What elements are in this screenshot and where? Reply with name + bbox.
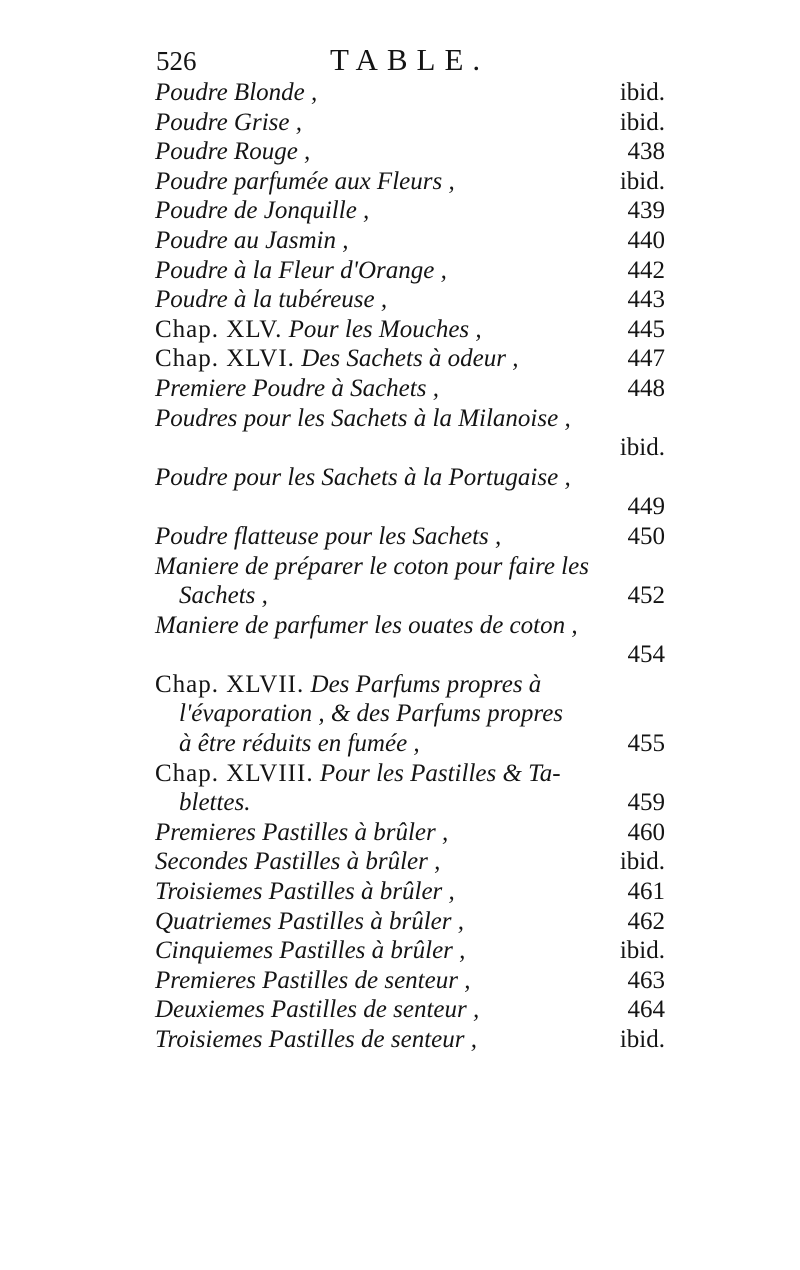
entry-title	[155, 670, 665, 759]
entry-page-number: 455	[627, 730, 665, 758]
entry-title	[155, 877, 665, 907]
entry-line	[155, 522, 665, 552]
toc-entry	[155, 611, 665, 670]
entry-line-text: Troisiemes Pastilles de senteur ,	[155, 1026, 477, 1053]
toc-entry	[155, 226, 665, 256]
entry-page-number: 445	[627, 315, 665, 343]
entry-line	[155, 256, 665, 286]
toc-entry	[155, 404, 665, 463]
entry-line	[155, 640, 665, 670]
entry-page-number: ibid.	[619, 79, 665, 106]
entry-line	[155, 78, 665, 108]
toc-entry	[155, 847, 665, 877]
entry-page-number: 443	[627, 286, 665, 314]
toc-entry	[155, 818, 665, 848]
entry-line	[155, 966, 665, 996]
toc-entry	[155, 315, 665, 345]
entry-line	[155, 759, 665, 789]
entry-page-number: ibid.	[619, 108, 665, 136]
entry-page-number: 439	[627, 197, 665, 225]
entry-line-text: Maniere de préparer le coton pour faire les	[155, 552, 589, 580]
entry-line	[155, 788, 665, 818]
entry-line	[155, 137, 665, 167]
entry-page-number: 449	[627, 493, 665, 521]
entry-page-number: ibid.	[619, 1026, 665, 1053]
entry-title	[155, 344, 665, 374]
entry-title	[155, 374, 665, 404]
entry-line-text: l'évaporation , & des Parfums propres	[179, 700, 564, 728]
toc-entry	[155, 463, 665, 522]
entry-line-text	[179, 641, 185, 668]
toc-entry	[155, 877, 665, 907]
entry-line	[155, 729, 665, 759]
toc-entry	[155, 137, 665, 167]
entry-line-text: Secondes Pastilles à brûler ,	[155, 848, 441, 876]
entry-line-text: Cinquiemes Pastilles à brûler ,	[155, 937, 466, 965]
entry-page-number: 442	[627, 256, 665, 284]
toc-entry	[155, 522, 665, 552]
toc-entry	[155, 907, 665, 937]
entry-title	[155, 847, 665, 877]
entry-title	[155, 552, 665, 611]
entry-title	[155, 611, 665, 670]
entry-line-text	[179, 493, 185, 520]
entry-line-text: Pour les Mouches ,	[288, 315, 482, 343]
entry-line	[155, 433, 665, 463]
entry-title	[155, 226, 665, 256]
entry-line	[155, 670, 665, 700]
entry-line-text: Poudre à la tubéreuse ,	[155, 286, 388, 314]
entry-page-number: ibid.	[619, 434, 665, 462]
entry-line	[155, 167, 665, 197]
entry-page-number: 459	[627, 789, 665, 817]
entry-line-text: Poudre flatteuse pour les Sachets ,	[155, 522, 502, 550]
entry-page-number: 450	[627, 522, 665, 550]
entry-line	[155, 1025, 665, 1055]
toc-entry	[155, 285, 665, 315]
entry-page-number: 463	[627, 966, 665, 994]
entry-page-number: 438	[627, 138, 665, 166]
entry-title	[155, 818, 665, 848]
entry-line	[155, 907, 665, 937]
entry-line	[155, 936, 665, 966]
entry-title	[155, 315, 665, 345]
chapter-label: Chap. XLVII.	[155, 670, 305, 698]
entry-line-text: Poudre à la Fleur d'Orange ,	[155, 256, 447, 284]
entry-line	[155, 374, 665, 404]
toc-entry	[155, 108, 665, 138]
running-title: TABLE.	[330, 42, 490, 77]
toc-entry	[155, 1025, 665, 1055]
entry-page-number: ibid.	[619, 848, 665, 876]
toc-entry	[155, 552, 665, 611]
entry-line	[155, 581, 665, 611]
entry-line	[155, 877, 665, 907]
entry-title	[155, 108, 665, 138]
entry-line	[155, 226, 665, 256]
toc-entry	[155, 670, 665, 759]
entry-line-text: Des Parfums propres à	[310, 670, 542, 698]
entry-line-text: Poudre Rouge ,	[155, 138, 311, 166]
toc-entry	[155, 78, 665, 108]
entry-line	[155, 818, 665, 848]
entry-line-text: Des Sachets à odeur ,	[301, 345, 519, 373]
entry-page-number: 454	[627, 641, 665, 669]
entry-line	[155, 344, 665, 374]
entry-title	[155, 995, 665, 1025]
toc-entry	[155, 995, 665, 1025]
entry-title	[155, 137, 665, 167]
entry-line-text: Troisiemes Pastilles à brûler ,	[155, 878, 455, 906]
entry-line-text: Quatriemes Pastilles à brûler ,	[155, 907, 465, 935]
entry-line	[155, 463, 665, 493]
entry-line-text: Poudre Grise ,	[155, 108, 302, 136]
entry-line-text: Poudre au Jasmin ,	[155, 226, 349, 254]
entry-title	[155, 907, 665, 937]
entry-page-number: ibid.	[619, 167, 665, 195]
entry-page-number: 460	[627, 818, 665, 846]
entry-page-number: 462	[627, 907, 665, 935]
entry-line	[155, 699, 665, 729]
entry-line-text: Premieres Pastilles de senteur ,	[155, 966, 471, 994]
entry-title	[155, 167, 665, 197]
chapter-label: Chap. XLV.	[155, 315, 283, 343]
entry-page-number: 464	[627, 996, 665, 1024]
entry-page-number: 447	[627, 345, 665, 373]
entry-line-text: Sachets ,	[179, 582, 268, 610]
entry-line-text: Premieres Pastilles à brûler ,	[155, 818, 449, 846]
entry-line	[155, 315, 665, 345]
entry-title	[155, 196, 665, 226]
entry-line-text	[179, 434, 185, 461]
entry-title	[155, 463, 665, 522]
table-of-contents	[155, 78, 665, 1055]
entry-page-number: 461	[627, 878, 665, 906]
toc-entry	[155, 759, 665, 818]
toc-entry	[155, 936, 665, 966]
entry-line	[155, 285, 665, 315]
entry-page-number: 448	[627, 374, 665, 402]
entry-line-text: Poudre pour les Sachets à la Portugaise ,	[155, 463, 571, 491]
entry-title	[155, 285, 665, 315]
entry-line-text: blettes.	[179, 789, 251, 817]
entry-title	[155, 966, 665, 996]
entry-line	[155, 552, 665, 582]
toc-entry	[155, 196, 665, 226]
entry-title	[155, 78, 665, 108]
toc-entry	[155, 344, 665, 374]
entry-line	[155, 847, 665, 877]
toc-entry	[155, 256, 665, 286]
entry-title	[155, 759, 665, 818]
entry-line-text: Poudre de Jonquille ,	[155, 197, 370, 225]
entry-line-text: Deuxiemes Pastilles de senteur ,	[155, 996, 480, 1024]
toc-entry	[155, 167, 665, 197]
toc-entry	[155, 374, 665, 404]
entry-line	[155, 108, 665, 138]
entry-title	[155, 1025, 665, 1055]
entry-line-text: Premiere Poudre à Sachets ,	[155, 374, 439, 402]
entry-line-text: Maniere de parfumer les ouates de coton ,	[155, 611, 578, 639]
entry-title	[155, 936, 665, 966]
entry-line-text: à être réduits en fumée ,	[179, 730, 420, 758]
page-number: 526	[156, 46, 197, 76]
entry-page-number: ibid.	[619, 937, 665, 965]
entry-line-text: Poudre Blonde ,	[155, 79, 318, 106]
entry-line	[155, 492, 665, 522]
entry-title	[155, 522, 665, 552]
entry-page-number: 440	[627, 226, 665, 254]
entry-line	[155, 611, 665, 641]
entry-title	[155, 256, 665, 286]
entry-title	[155, 404, 665, 463]
entry-line-text: Pour les Pastilles & Ta-	[319, 759, 561, 787]
chapter-label: Chap. XLVIII.	[155, 759, 314, 787]
entry-line	[155, 404, 665, 434]
entry-line	[155, 196, 665, 226]
entry-line-text: Poudres pour les Sachets à la Milanoise ,	[155, 404, 571, 432]
entry-line-text: Poudre parfumée aux Fleurs ,	[155, 167, 455, 195]
toc-entry	[155, 966, 665, 996]
entry-page-number: 452	[627, 582, 665, 610]
chapter-label: Chap. XLVI.	[155, 345, 295, 373]
entry-line	[155, 995, 665, 1025]
